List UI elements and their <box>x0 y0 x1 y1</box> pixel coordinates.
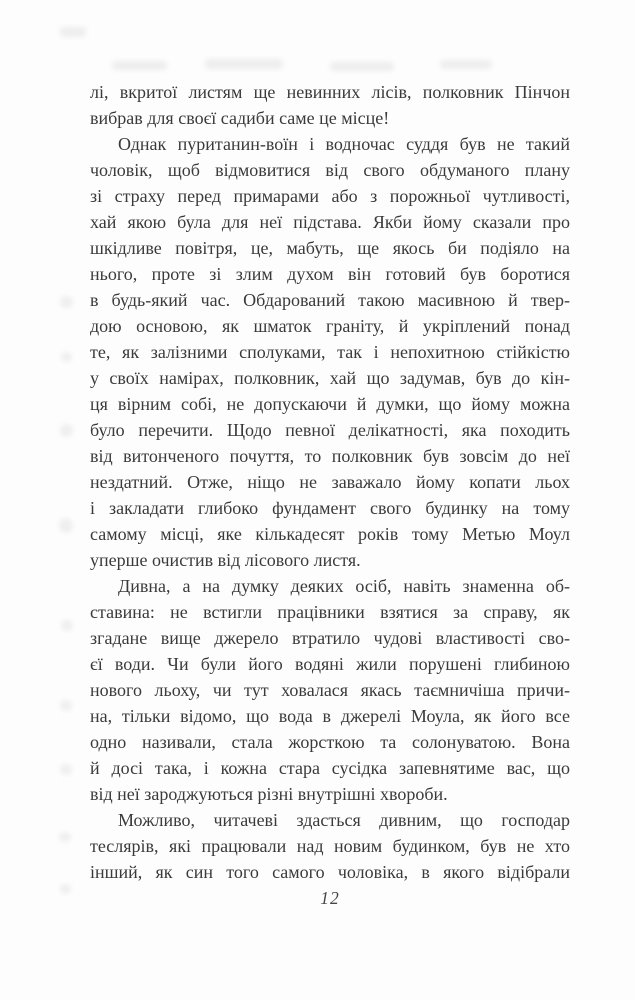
text-line: одно називали, стала жорсткою та солонуватою. Вона <box>90 732 570 752</box>
text-line: нездатний. Отже, ніщо не заважало йому копати льох <box>90 472 570 492</box>
text-line: було перечити. Щодо певної делікатності, яка походить <box>90 420 570 440</box>
scan-artifact <box>440 60 492 69</box>
paragraph <box>90 807 570 885</box>
text-line: в будь-який час. Обдарований такою масивною й твер- <box>90 290 570 310</box>
text-line: нього, проте зі злим духом він готовий був боротися <box>90 264 570 284</box>
text-line: те, як залізними сполуками, так і непохитною стійкістю <box>90 342 570 362</box>
text-line: вибрав для своєї садиби саме це місце! <box>90 108 390 128</box>
scan-artifact <box>60 296 73 308</box>
scan-artifact <box>205 59 283 69</box>
scan-artifact <box>59 518 73 533</box>
text-line: теслярів, які працювали над новим будинком, був не хто <box>90 836 570 856</box>
scan-artifact <box>61 620 73 631</box>
text-line: зі страху перед примарами або з порожньої чутливості, <box>90 186 570 206</box>
paragraph <box>90 79 570 131</box>
text-line: Можливо, читачеві здасться дивним, що господар <box>118 810 570 830</box>
text-line: самому місці, яке кількадесят років тому Метью Моул <box>90 524 570 544</box>
page-number: 12 <box>320 888 340 908</box>
text-block <box>90 79 570 885</box>
text-line: на, тільки відомо, що вода в джерелі Моула, як його все <box>90 706 570 726</box>
text-line: дою основою, як шматок граніту, й укріплений понад <box>90 316 570 336</box>
paragraph <box>90 131 570 573</box>
scan-artifact <box>112 61 167 70</box>
text-line: від неї зароджуються різні внутрішні хвороби. <box>90 784 448 804</box>
text-line: Дивна, а на думку деяких осіб, навіть знаменна об- <box>118 576 570 596</box>
text-line: уперше очистив від лісового листя. <box>90 550 361 570</box>
text-line: від витонченого почуття, то полковник був зовсім до неї <box>90 446 570 466</box>
text-line: чоловік, щоб відмовитися від свого обдуманого плану <box>90 160 570 180</box>
scan-artifact <box>61 352 72 362</box>
text-line: шкідливе повітря, це, мабуть, ще якось би подіяло на <box>90 238 570 258</box>
scan-artifact <box>60 884 71 894</box>
text-line: у своїх намірах, полковник, хай що задумав, був до кін- <box>90 368 570 388</box>
text-line: згадане вище джерело втратило чудові властивості сво- <box>90 628 570 648</box>
text-line: нового льоху, чи тут ховалася якась таємничіша причи- <box>90 680 570 700</box>
text-line: хай якою була для неї підстава. Якби йому сказали про <box>90 212 570 232</box>
scan-artifact <box>60 424 73 437</box>
scan-artifact <box>330 62 394 71</box>
text-line: ця вірним собі, не допускаючи й думки, що йому можна <box>90 394 570 414</box>
scan-artifact <box>60 764 72 775</box>
scan-artifact <box>60 700 72 711</box>
paragraph <box>90 573 570 807</box>
text-line: й досі така, і кожна стара сусідка запевнятиме вас, що <box>90 758 570 778</box>
text-line: інший, як син того самого чоловіка, в якого відібрали <box>90 862 570 882</box>
text-line: ставина: не встигли працівники взятися за справу, як <box>90 602 570 622</box>
text-line: і закладати глибоко фундамент свого будинку на тому <box>90 498 570 518</box>
text-line: єї води. Чи були його водяні жили порушені глибиною <box>90 654 570 674</box>
scan-artifact <box>60 27 86 37</box>
text-line: Однак пуританин-воїн і водночас суддя був не такий <box>118 134 570 154</box>
text-line: лі, вкритої листям ще невинних лісів, полковник Пінчон <box>90 82 570 102</box>
scan-artifact <box>59 832 71 842</box>
